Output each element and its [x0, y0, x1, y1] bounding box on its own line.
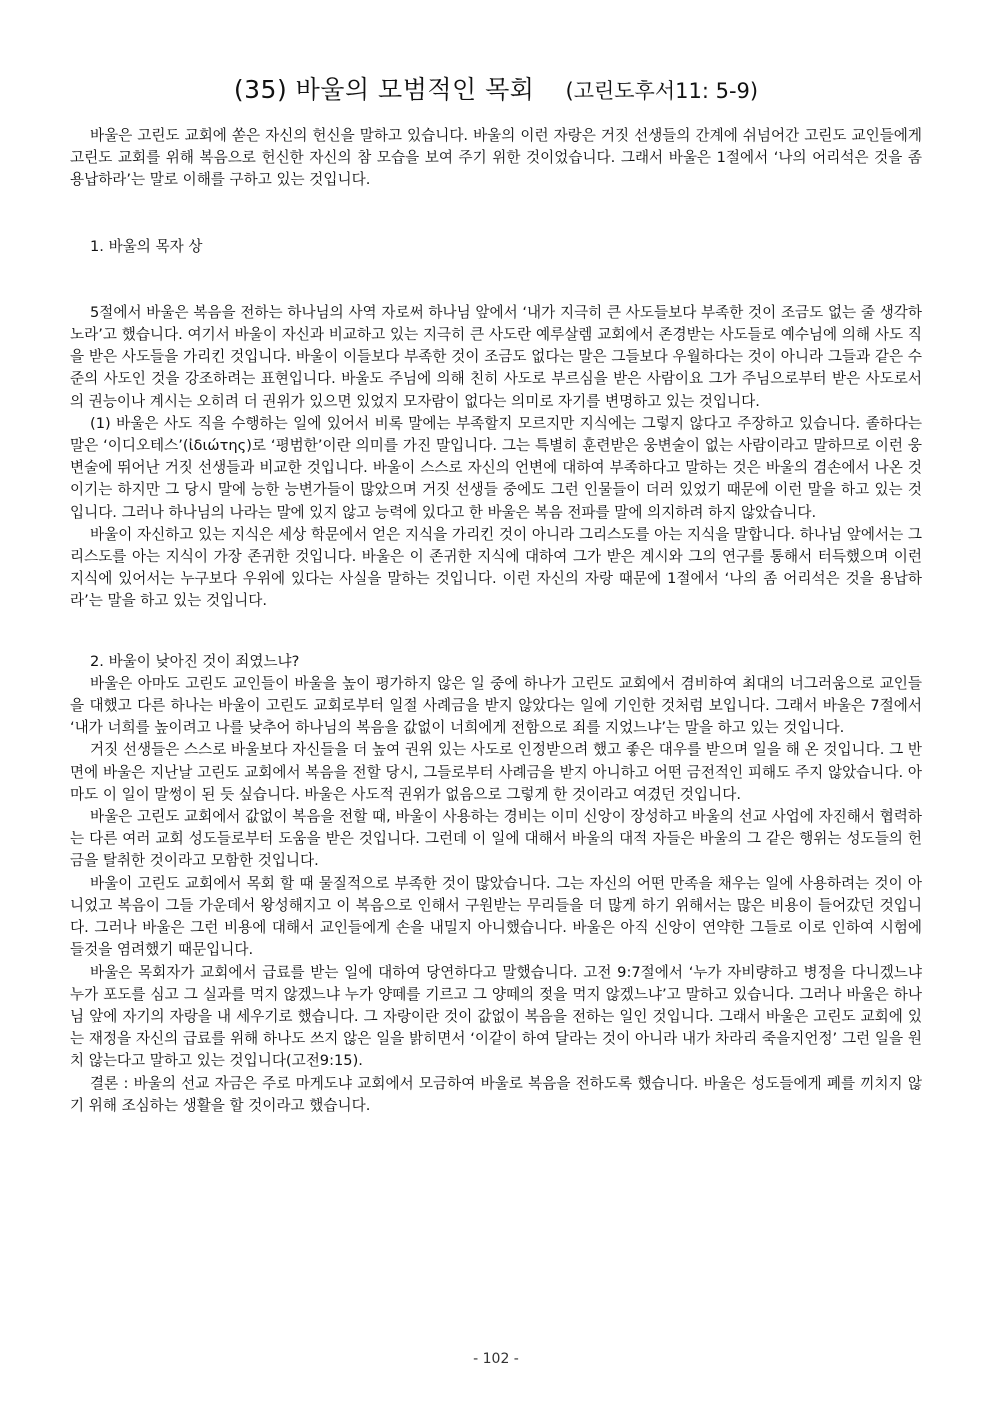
section-2-paragraph: 바울은 고린도 교회에서 값없이 복음을 전할 때, 바울이 사용하는 경비는 이미 신앙이 장성하고 바울의 선교 사업에 자진해서 협력하는 다른 여러 교회 성도들로부터 도움을 받은 것입니다. 그런데 이 일에 대해서 바울의 대적 자들은 바울의 그 같은 행위는 성도들의 헌금을 탈취한 것이라고 모함한 것입니다.: [70, 808, 922, 870]
section-2-paragraph: 바울은 목회자가 교회에서 급료를 받는 일에 대하여 당연하다고 말했습니다. 고전 9:7절에서 ‘누가 자비량하고 병정을 다니겠느냐 누가 포도를 심고 그 실과를 먹지 않겠느냐 누가 양떼를 기르고 그 양떼의 젖을 먹지 않겠느냐’고 말하고 있습니다. 그러나 바울은 하나님 앞에 자기의 자랑을 내 세우기로 했습니다. 그 자랑이란 것이 값없이 복음을 전하는 일인 것입니다. 그래서 바울은 고린도 교회에 있는 재정을 자신의 급료를 위해 하나도 쓰지 않은 일을 밝히면서 ‘이같이 하여 달라는 것이 아니라 내가 차라리 죽을지언정’ 그런 일을 원치 않는다고 말하고 있는 것입니다(고전9:15).: [70, 963, 922, 1070]
section-1-paragraph: (1) 바울은 사도 직을 수행하는 일에 있어서 비록 말에는 부족할지 모르지만 지식에는 그렇지 않다고 주장하고 있습니다. 졸하다는 말은 ‘이디오테스’(ἰδιώτης)로 ‘평범한’이란 의미를 가진 말입니다. 그는 특별히 훈련받은 웅변술이 없는 사람이라고 말하므로 이런 웅변술에 뛰어난 거짓 선생들과 비교한 것입니다. 바울이 스스로 자신의 언변에 대하여 부족하다고 말하는 것은 바울의 겸손에서 나온 것이기는 하지만 그 당시 말에 능한 능변가들이 많았으며 거짓 선생들 중에도 그런 인물들이 더러 있었기 때문에 이런 말을 하고 있는 것입니다. 그러나 하나님의 나라는 말에 있지 않고 능력에 있다고 한 바울은 복음 전파를 말에 의지하려 하지 않았습니다.: [70, 414, 922, 521]
title-main: (35) 바울의 모범적인 목회: [233, 75, 535, 104]
conclusion-paragraph: 결론 : 바울의 선교 자금은 주로 마게도냐 교회에서 모금하여 바울로 복음을 전하도록 했습니다. 바울은 성도들에게 폐를 끼치지 않기 위해 조심하는 생활을 할 것이라고 했습니다.: [70, 1074, 922, 1114]
spacer: [70, 192, 922, 236]
document-body: [70, 125, 922, 1117]
section-2-paragraph: 거짓 선생들은 스스로 바울보다 자신들을 더 높여 권위 있는 사도로 인정받으려 했고 좋은 대우를 받으며 일을 해 온 것입니다. 그 반면에 바울은 지난날 고린도 교회에서 복음을 전할 당시, 그들로부터 사례금을 받지 아니하고 어떤 금전적인 피해도 주지 않았습니다. 아마도 이 일이 말썽이 된 듯 싶습니다. 바울은 사도적 권위가 없음으로 그렇게 한 것이라고 여겼던 것입니다.: [70, 741, 922, 803]
section-2-heading: 2. 바울이 낮아진 것이 죄였느냐?: [90, 652, 300, 670]
section-1-paragraph: 5절에서 바울은 복음을 전하는 하나님의 사역 자로써 하나님 앞에서 ‘내가 지극히 큰 사도들보다 부족한 것이 조금도 없는 줄 생각하노라’고 했습니다. 여기서 바울이 자신과 비교하고 있는 지극히 큰 사도란 예루살렘 교회에서 존경받는 사도들로 예수님에 의해 사도 직을 받은 사도들을 가리킨 것입니다. 바울이 이들보다 부족한 것이 조금도 없다는 말은 그들보다 우월하다는 것이 아니라 그들과 같은 수준의 사도인 것을 강조하려는 표현입니다. 바울도 주님에 의해 친히 사도로 부르심을 받은 사람이요 그가 주님으로부터 받은 사도로서의 권능이나 계시는 오히려 더 권위가 있으면 있었지 모자람이 없다는 의미로 자기를 변명하고 있는 것입니다.: [70, 303, 922, 410]
spacer: [70, 258, 922, 302]
intro-paragraph: 바울은 고린도 교회에 쏟은 자신의 헌신을 말하고 있습니다. 바울의 이런 자랑은 거짓 선생들의 간계에 쉬넘어간 고린도 교인들에게 고린도 교회를 위해 복음으로 헌신한 자신의 참 모습을 보여 주기 위한 것이었습니다. 그래서 바울은 1절에서 ‘나의 어리석은 것을 좀 용납하라’는 말로 이해를 구하고 있는 것입니다.: [70, 127, 922, 189]
page-title: [0, 70, 992, 106]
spacer: [70, 613, 922, 651]
title-scripture-reference: (고린도후서11: 5-9): [565, 79, 759, 103]
page-number: - 102 -: [473, 1351, 519, 1367]
section-2-paragraph: 바울은 아마도 고린도 교인들이 바울을 높이 평가하지 않은 일 중에 하나가 고린도 교회에서 겸비하여 최대의 너그러움으로 교인들을 대했고 다른 하나는 바울이 고린도 교회로부터 일절 사례금을 받지 않았다는 일에 기인한 것처럼 보입니다. 그래서 바울은 7절에서 ‘내가 너희를 높이려고 나를 낮추어 하나님의 복음을 값없이 너희에게 전함으로 죄를 지었느냐’는 말을 하고 있는 것입니다.: [70, 674, 922, 737]
section-1-paragraph: 바울이 자신하고 있는 지식은 세상 학문에서 얻은 지식을 가리킨 것이 아니라 그리스도를 아는 지식을 말합니다. 하나님 앞에서는 그리스도를 아는 지식이 가장 존귀한 것입니다. 바울은 이 존귀한 지식에 대하여 그가 받은 계시와 그의 연구를 통해서 터득했으며 이런 지식에 있어서는 누구보다 우위에 있다는 사실을 말하는 것입니다. 이런 자신의 자랑 때문에 1절에서 ‘나의 좀 어리석은 것을 용납하라’는 말을 하고 있는 것입니다.: [70, 525, 922, 610]
section-2-paragraph: 바울이 고린도 교회에서 목회 할 때 물질적으로 부족한 것이 많았습니다. 그는 자신의 어떤 만족을 채우는 일에 사용하려는 것이 아니었고 복음이 그들 가운데서 왕성해지고 이 복음으로 인해서 구원받는 무리들을 더 많게 하기 위해서는 많은 비용이 들어갔던 것입니다. 그러나 바울은 그런 비용에 대해서 교인들에게 손을 내밀지 아니했습니다. 바울은 아직 신앙이 연약한 그들로 이로 인하여 시험에 들것을 염려했기 때문입니다.: [70, 874, 922, 959]
section-1-heading: 1. 바울의 목자 상: [90, 237, 203, 255]
